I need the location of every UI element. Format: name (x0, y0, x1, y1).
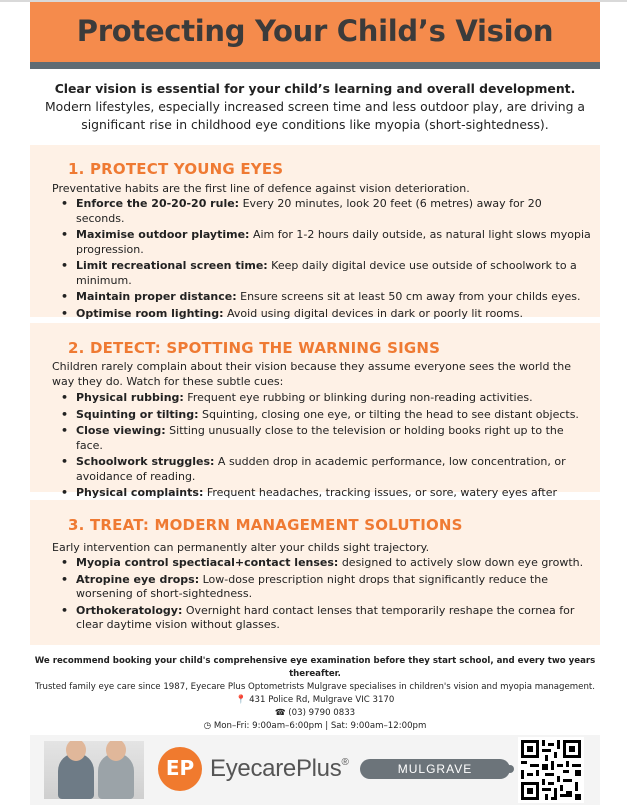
pin-icon: 📍 (235, 695, 247, 705)
address-line (30, 694, 600, 707)
list-item (52, 424, 592, 453)
address-text: 431 Police Rd, Mulgrave VIC 3170 (249, 695, 395, 705)
logo-mark: EP (165, 756, 195, 780)
intro-text: Modern lifestyles, especially increased screen time and less outdoor play, are driving a significant rise in childhood eye conditions like myopia (short-sightedness). (44, 99, 586, 132)
bullet-term: Orthokeratology: (76, 603, 183, 617)
bullet-term: Maintain proper distance: (76, 290, 237, 303)
list-item (52, 604, 592, 633)
bullet-text: Aim for 1-2 hours daily outside, as natural light slows myopia progression. (76, 228, 591, 256)
list-item (52, 290, 592, 305)
bullet-text: Sitting unusually close to the television or holding books right up to the face. (76, 424, 564, 452)
section-protect (30, 145, 600, 320)
person-figure (98, 753, 134, 799)
phone-text: (03) 9790 0833 (288, 708, 356, 718)
section-treat (30, 500, 600, 645)
bullet-text: Frequent eye rubbing or blinking during non-reading activities. (183, 391, 533, 404)
page-title: Protecting Your Child’s Vision (76, 14, 554, 48)
section-intro: Children rarely complain about their vision because they assume everyone sees the world the way they do. Watch for these subtle cues: (52, 360, 571, 388)
bullet-text: Low-dose prescription night drops that significantly reduce the worsening of short-sightedness. (76, 572, 548, 600)
phone-icon: ☎ (274, 708, 286, 718)
list-item (52, 408, 592, 423)
bullet-list (52, 197, 592, 323)
eyecare-plus-logo-icon (158, 747, 202, 791)
bullet-term: Limit recreational screen time: (76, 259, 268, 272)
section-intro: Preventative habits are the first line of defence against vision deterioration. (52, 182, 470, 195)
section-title: 1. PROTECT YOUNG EYES (68, 160, 284, 178)
bullet-text: Overnight hard contact lenses that temporarily reshape the cornea for clear daytime vision without glasses. (76, 603, 575, 631)
bullet-term: Close viewing: (76, 424, 166, 437)
list-item (52, 556, 592, 571)
section-intro: Early intervention can permanently alter your childs sight trajectory. (52, 541, 430, 554)
hours-text: Mon–Fri: 9:00am–6:00pm | Sat: 9:00am–12:00pm (213, 721, 427, 731)
bullet-text: Frequent headaches, tracking issues, or sore, watery eyes after (206, 486, 558, 499)
bullet-text: Keep daily digital device use outside of schoolwork to a minimum. (76, 259, 577, 287)
header-divider (30, 62, 600, 69)
location-badge-dot (506, 765, 514, 773)
phone-line (30, 707, 600, 720)
branding-bar (30, 735, 600, 805)
bullet-list (52, 556, 592, 635)
section-title: 2. DETECT: SPOTTING THE WARNING SIGNS (68, 339, 441, 357)
list-item (52, 455, 592, 484)
header-banner (30, 2, 600, 62)
list-item (52, 228, 592, 257)
hours-line (30, 720, 600, 733)
bullet-term: Squinting or tilting: (76, 407, 199, 421)
list-item (52, 259, 592, 288)
registered-mark: ® (341, 757, 349, 768)
bullet-text: Ensure screens sit at least 50 cm away from your childs eyes. (236, 290, 581, 303)
section-detect (30, 323, 600, 499)
location-badge: MULGRAVE (360, 759, 510, 779)
bullet-term: Schoolwork struggles: (76, 455, 215, 468)
trusted-text: Trusted family eye care since 1987, Eyecare Plus Optometrists Mulgrave specialises in children's vision and myopia management. (34, 682, 595, 692)
recommendation-text: We recommend booking your child's comprehensive eye examination before they start school, and every two years thereafter. (34, 656, 596, 679)
bullet-term: Enforce the 20-20-20 rule: (76, 197, 240, 210)
list-item (52, 391, 592, 406)
intro-paragraph (30, 80, 600, 134)
bullet-term: Optimise room lighting: (76, 306, 224, 320)
bullet-text: Avoid using digital devices in dark or poorly lit rooms. (223, 306, 523, 320)
bullet-list (52, 391, 592, 517)
bullet-term: Myopia control spectiacal+contact lenses: (76, 556, 339, 569)
qr-code-icon[interactable] (518, 737, 584, 803)
list-item (52, 197, 592, 226)
footer-info (30, 655, 600, 733)
bullet-term: Maximise outdoor playtime: (76, 228, 250, 241)
brand-text: EyecarePlus (210, 755, 342, 782)
list-item (52, 307, 592, 322)
bullet-term: Atropine eye drops: (76, 572, 200, 586)
bullet-text: designed to actively slow down eye growth. (338, 556, 584, 569)
optometrists-photo (44, 741, 144, 799)
intro-lead: Clear vision is essential for your child’s learning and overall development. (54, 81, 576, 96)
bullet-term: Physical complaints: (76, 486, 204, 499)
bullet-text: A sudden drop in academic performance, low concentration, or avoidance of reading. (76, 455, 566, 483)
section-title: 3. TREAT: MODERN MANAGEMENT SOLUTIONS (68, 516, 463, 534)
brand-name (210, 755, 349, 783)
clock-icon: ◷ (203, 721, 212, 731)
bullet-term: Physical rubbing: (76, 391, 184, 404)
bullet-text: Squinting, closing one eye, or tilting the head to see distant objects. (198, 407, 579, 421)
person-figure (58, 753, 94, 799)
bullet-text: Every 20 minutes, look 20 feet (6 metres) away for 20 seconds. (76, 197, 542, 225)
list-item (52, 573, 592, 602)
